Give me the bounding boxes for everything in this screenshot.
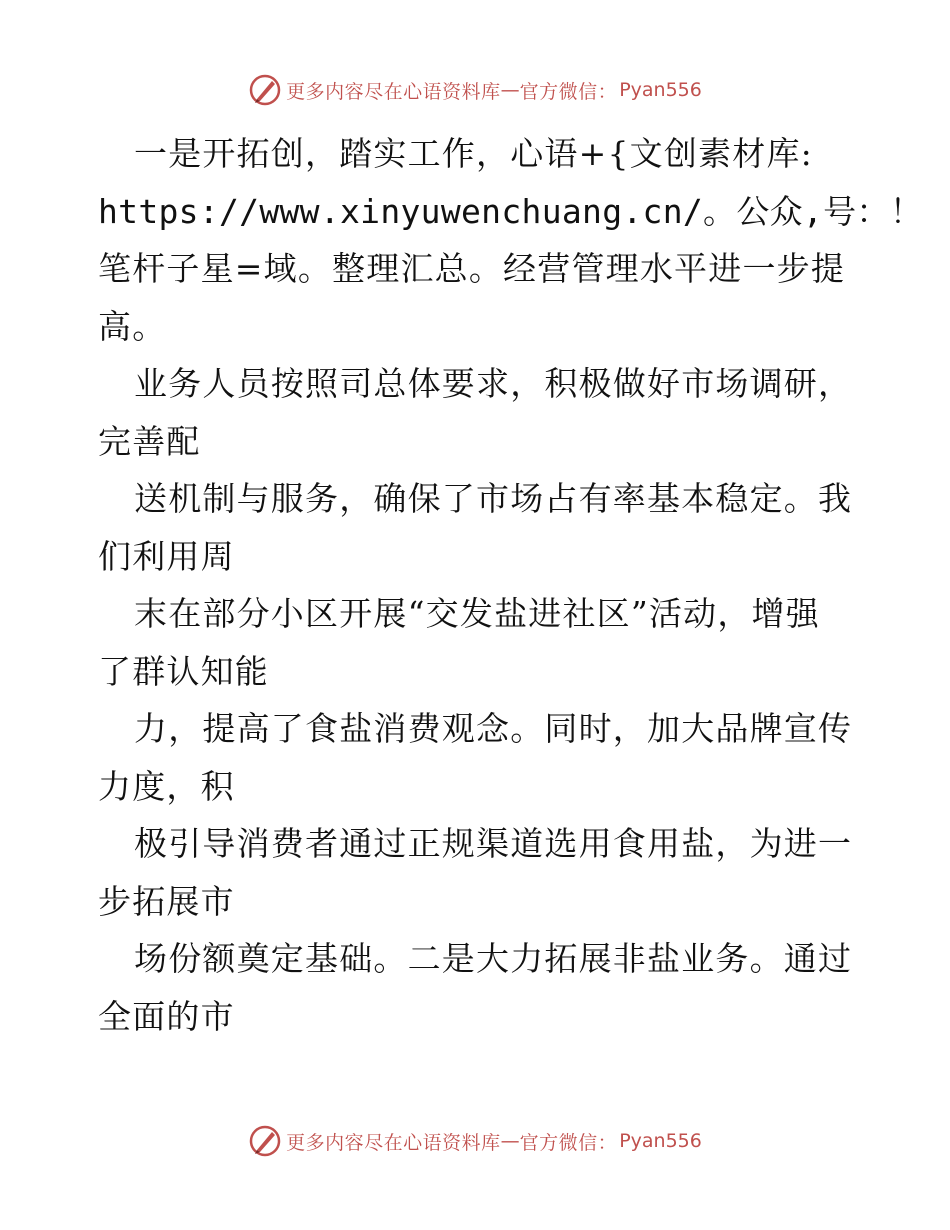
quill-pen-icon [248, 73, 282, 107]
body-line: 步拓展市 [98, 881, 235, 921]
footer-contact-label: 官方微信： [519, 1131, 618, 1154]
body-line: 业务人员按照司总体要求，积极做好市场调研， [134, 364, 853, 403]
body-line: 力，提高了食盐消费观念。同时，加大品牌宣传 [134, 709, 853, 748]
footer-brand-text: 更多内容尽在心语资料库 [286, 1131, 501, 1154]
footer-wechat-id: Pyan556 [619, 1130, 702, 1152]
body-line: 力度，积 [98, 766, 235, 806]
body-line: 了群认知能 [98, 651, 269, 691]
header-wechat-id: Pyan556 [619, 79, 702, 101]
header-separator: — [500, 79, 520, 101]
body-line: 极引导消费者通过正规渠道选用食用盐，为进一 [134, 824, 853, 863]
header-brand-text: 更多内容尽在心语资料库 [286, 80, 501, 103]
body-line: 笔杆子星=域。整理汇总。经营管理水平进一步提 [98, 249, 846, 288]
body-line: 场份额奠定基础。二是大力拓展非盐业务。通过 [134, 939, 853, 978]
body-line: https://www.xinyuwenchuang.cn/。公众,号：！ [98, 191, 923, 231]
quill-pen-icon [248, 1124, 282, 1158]
body-line: 送机制与服务，确保了市场占有率基本稳定。我 [134, 479, 853, 518]
body-line: 们利用周 [98, 536, 235, 576]
header-contact-label: 官方微信： [519, 80, 618, 103]
body-line: 高。 [98, 306, 167, 346]
document-body [98, 125, 923, 1045]
header-watermark [0, 70, 950, 110]
body-line: 末在部分小区开展“交发盐进社区”活动，增强 [134, 594, 820, 633]
body-line: 全面的市 [98, 996, 235, 1036]
body-line: 一是开拓创，踏实工作，心语+{文创素材库: [134, 134, 813, 173]
footer-separator: — [500, 1130, 520, 1152]
body-line: 完善配 [98, 421, 201, 461]
footer-watermark [0, 1121, 950, 1161]
